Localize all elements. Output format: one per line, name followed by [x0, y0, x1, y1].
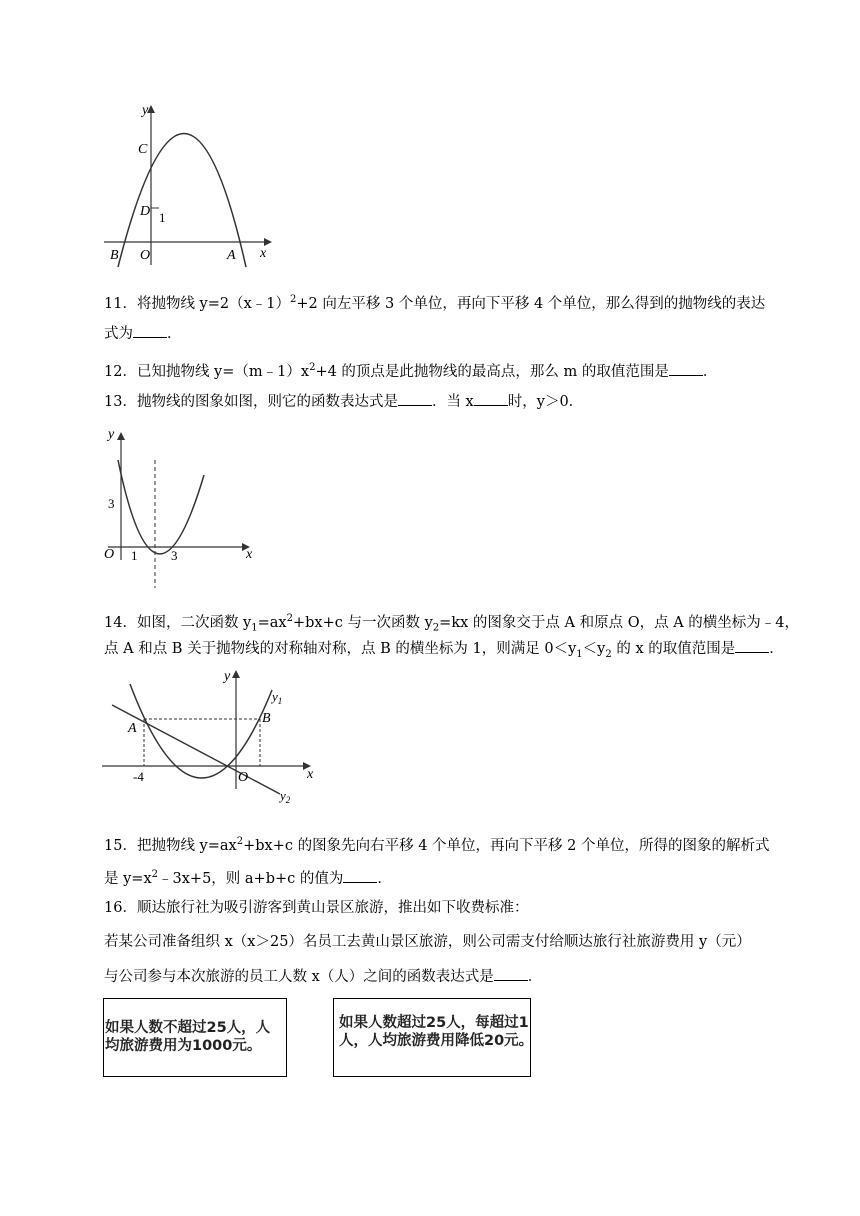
question-14-cont: 点 A 和点 B 关于抛物线的对称轴对称，点 B 的横坐标为 1，则满足 $0<y_1<y_2$ 的 x 的取值范围是 ． — [104, 638, 784, 665]
question-16-cont: 若某公司准备组织 x（x＞25）名员工去黄山景区旅游，则公司需支付给顺达旅行社旅游费用 y（元） — [104, 934, 751, 950]
label-x: x — [307, 767, 314, 782]
label-O: O — [238, 770, 249, 785]
label-y2: $y_2$ — [280, 788, 291, 805]
answer-blank[interactable] — [474, 391, 508, 406]
question-12: 12．已知抛物线 $y=(m﹣1)x^2+4$ 的顶点是此抛物线的最高点，那么 m 的取值范围是 ． — [104, 362, 718, 380]
label-O: O — [104, 547, 115, 562]
label-O: O — [140, 248, 151, 263]
x-axis-arrow — [264, 238, 272, 246]
y-axis-arrow — [232, 670, 240, 678]
answer-blank[interactable] — [398, 391, 432, 406]
y-axis-arrow — [117, 432, 125, 440]
question-13: 13．抛物线的图象如图，则它的函数表达式是 ．当 x 时，y＞0． — [104, 391, 583, 413]
label-B: B — [262, 711, 271, 726]
fee-rule-1-line2: 均旅游费用为1000元。 — [105, 1038, 262, 1054]
fee-rule-box-1 — [103, 998, 287, 1077]
question-16: 16．顺达旅行社为吸引游客到黄山景区旅游，推出如下收费标准： — [104, 900, 529, 916]
fee-rule-2-line2: 人，人均旅游费用降低20元。 — [339, 1033, 534, 1049]
label-1: 1 — [159, 210, 166, 225]
parabola-curve — [118, 460, 204, 554]
label-A: A — [227, 248, 236, 263]
figure-downward-parabola — [96, 95, 281, 270]
label-y: y — [142, 103, 149, 118]
label-1: 1 — [131, 548, 138, 563]
answer-blank[interactable] — [133, 323, 167, 338]
label-y1: $y_1$ — [272, 689, 283, 706]
label-x: x — [260, 246, 267, 261]
label-A: A — [128, 721, 137, 736]
fee-rule-2-line1: 如果人数超过25人，每超过1 — [339, 1015, 529, 1031]
question-15-cont: 是 $y=x^2﹣3x+5$，则 a+b+c 的值为 ． — [104, 869, 392, 887]
question-15: 15．把抛物线 $y=ax^2+bx+c$ 的图象先向右平移 4 个单位，再向下平移 2 个单位，所得的图象的解析式 — [104, 836, 770, 854]
parabola-y1 — [130, 684, 272, 778]
fee-rule-box-2 — [333, 998, 534, 1077]
answer-blank[interactable] — [669, 361, 703, 376]
label-3-y: 3 — [108, 496, 115, 511]
figure-upward-parabola — [100, 420, 260, 590]
question-11: 11．将抛物线 y=2（x﹣1）$^2$+2 向左平移 3 个单位，再向下平移 4 个单位，那么得到的抛物线的表达 — [104, 294, 766, 312]
label-D: D — [140, 204, 151, 219]
label-3-x: 3 — [171, 548, 178, 563]
label-y: y — [224, 669, 231, 684]
answer-blank[interactable] — [343, 868, 377, 883]
figure-parabola-and-line — [100, 664, 325, 809]
question-11-cont: 式为 ． — [104, 323, 182, 345]
answer-blank[interactable] — [735, 638, 769, 653]
question-14: 14．如图，二次函数 $y_1=ax^2+bx+c$ 与一次函数 $y_2=kx$ 的图象交于点 A 和原点 O，点 A 的横坐标为﹣4， — [104, 613, 799, 634]
answer-blank[interactable] — [494, 966, 528, 981]
label-B: B — [110, 248, 119, 263]
label-x: x — [246, 547, 253, 562]
fee-rule-1-line1: 如果人数不超过25人，人 — [105, 1020, 271, 1036]
label-neg4: -4 — [133, 769, 144, 784]
label-C: C — [138, 142, 148, 157]
question-16-cont-2: 与公司参与本次旅游的员工人数 x（人）之间的函数表达式是 ． — [104, 966, 542, 988]
label-y: y — [108, 427, 115, 442]
